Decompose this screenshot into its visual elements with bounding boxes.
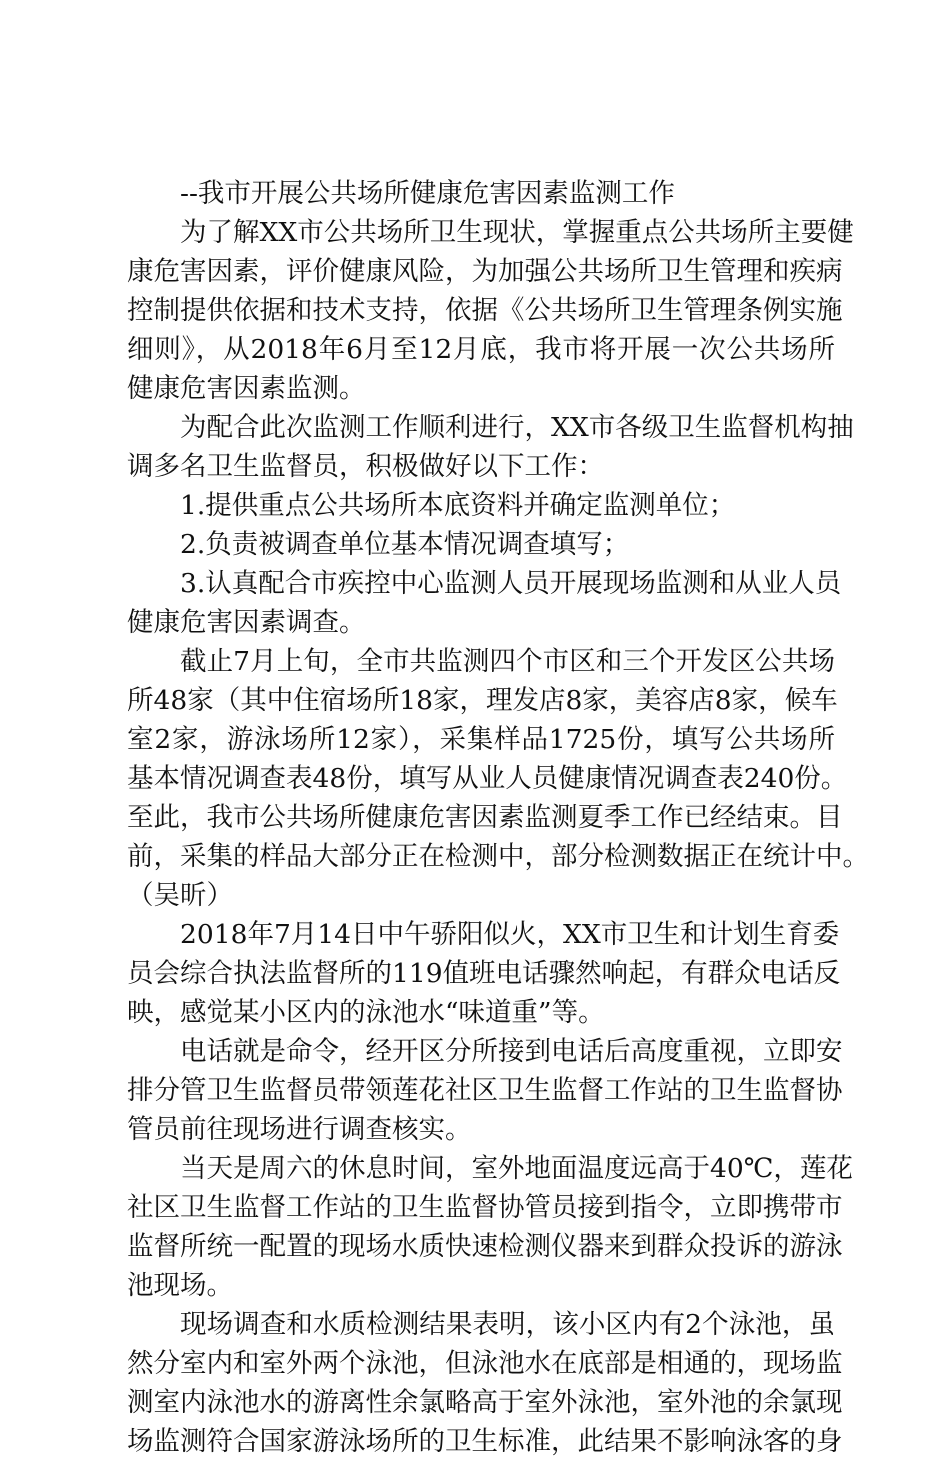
text-line: 为配合此次监测工作顺利进行，XX市各级卫生监督机构抽 xyxy=(180,412,854,443)
text-line: 排分管卫生监督员带领莲花社区卫生监督工作站的卫生监督协 xyxy=(127,1075,843,1106)
text-line: 现场调查和水质检测结果表明，该小区内有2个泳池，虽 xyxy=(180,1309,835,1340)
text-line: 池现场。 xyxy=(127,1270,233,1301)
text-line: 调多名卫生监督员，积极做好以下工作： xyxy=(127,451,604,482)
text-line: 健康危害因素监测。 xyxy=(127,373,366,404)
text-line: （吴昕） xyxy=(127,880,233,911)
text-line: 映，感觉某小区内的泳池水“味道重”等。 xyxy=(127,997,605,1028)
text-line: 2.负责被调查单位基本情况调查填写； xyxy=(180,529,630,560)
text-line: 社区卫生监督工作站的卫生监督协管员接到指令，立即携带市 xyxy=(127,1192,843,1223)
text-line: 康危害因素，评价健康风险，为加强公共场所卫生管理和疾病 xyxy=(127,256,843,287)
text-line: 员会综合执法监督所的119值班电话骤然响起，有群众电话反 xyxy=(127,958,841,989)
text-line: 监督所统一配置的现场水质快速检测仪器来到群众投诉的游泳 xyxy=(127,1231,843,1262)
text-line: --我市开展公共场所健康危害因素监测工作 xyxy=(180,178,675,209)
text-line: 2018年7月14日中午骄阳似火，XX市卫生和计划生育委 xyxy=(180,919,840,950)
text-line: 前，采集的样品大部分正在检测中，部分检测数据正在统计中。 xyxy=(127,841,869,872)
text-line: 至此，我市公共场所健康危害因素监测夏季工作已经结束。目 xyxy=(127,802,843,833)
text-line: 为了解XX市公共场所卫生现状，掌握重点公共场所主要健 xyxy=(180,217,854,248)
text-line: 所48家（其中住宿场所18家，理发店8家，美容店8家，候车 xyxy=(127,685,838,716)
text-line: 健康危害因素调查。 xyxy=(127,607,366,638)
text-line: 截止7月上旬，全市共监测四个市区和三个开发区公共场 xyxy=(180,646,835,677)
text-line: 场监测符合国家游泳场所的卫生标准，此结果不影响泳客的身 xyxy=(127,1426,843,1457)
text-line: 室2家，游泳场所12家），采集样品1725份，填写公共场所 xyxy=(127,724,835,755)
text-line: 3.认真配合市疾控中心监测人员开展现场监测和从业人员 xyxy=(180,568,842,599)
text-line: 电话就是命令，经开区分所接到电话后高度重视，立即安 xyxy=(180,1036,843,1067)
text-line: 当天是周六的休息时间，室外地面温度远高于40℃，莲花 xyxy=(180,1153,853,1184)
text-line: 然分室内和室外两个泳池，但泳池水在底部是相通的，现场监 xyxy=(127,1348,843,1379)
text-line: 1.提供重点公共场所本底资料并确定监测单位； xyxy=(180,490,736,521)
document-body xyxy=(127,174,869,1461)
text-line: 细则》，从2018年6月至12月底，我市将开展一次公共场所 xyxy=(127,334,835,365)
text-line: 基本情况调查表48份，填写从业人员健康情况调查表240份。 xyxy=(127,763,848,794)
text-line: 测室内泳池水的游离性余氯略高于室外泳池，室外池的余氯现 xyxy=(127,1387,843,1418)
text-line: 管员前往现场进行调查核实。 xyxy=(127,1114,472,1145)
text-line: 控制提供依据和技术支持，依据《公共场所卫生管理条例实施 xyxy=(127,295,843,326)
